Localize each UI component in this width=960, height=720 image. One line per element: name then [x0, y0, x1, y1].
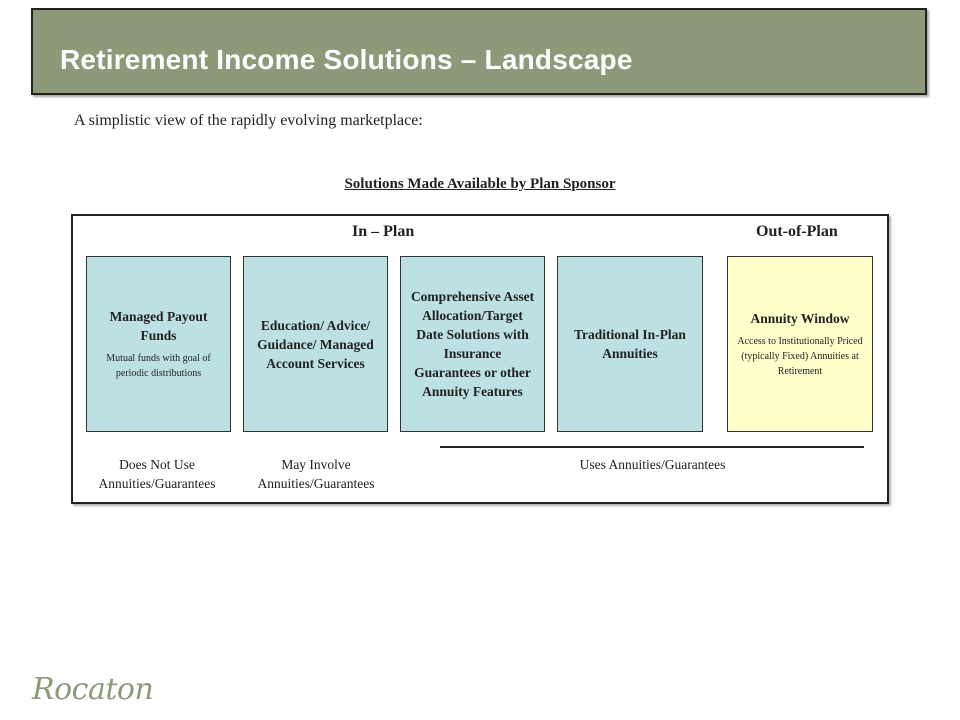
no-annuities-label: Does Not Use Annuities/Guarantees	[98, 457, 216, 491]
managed-payout-funds-box	[86, 256, 231, 432]
page-title: Retirement Income Solutions – Landscape	[60, 44, 633, 75]
title-bar	[31, 8, 927, 95]
solution-description: Access to Institutionally Priced (typically Fixed) Annuities at Retirement	[737, 336, 863, 377]
in-plan-label: In – Plan	[352, 223, 415, 240]
annuities-bracket-line	[440, 446, 864, 448]
solution-title: Comprehensive Asset Allocation/Target Date Solutions with Insurance Guarantees or other Annuity Features	[410, 289, 535, 399]
section-heading: Solutions Made Available by Plan Sponsor	[344, 176, 616, 192]
asset-allocation-box	[400, 256, 545, 432]
solution-title: Managed Payout Funds	[109, 309, 208, 343]
annuity-window-box	[727, 256, 873, 432]
solution-description: Mutual funds with goal of periodic distributions	[106, 353, 211, 379]
solution-title: Annuity Window	[750, 311, 850, 326]
out-of-plan-label: Out-of-Plan	[756, 223, 838, 240]
solution-title: Education/ Advice/ Guidance/ Managed Account Services	[257, 317, 374, 371]
rocaton-logo: Rocaton	[32, 672, 154, 707]
in-plan-annuities-box	[557, 256, 703, 432]
may-involve-label: May Involve Annuities/Guarantees	[257, 457, 375, 491]
solution-title: Traditional In-Plan Annuities	[574, 327, 686, 361]
subtitle: A simplistic view of the rapidly evolving marketplace:	[74, 112, 423, 129]
education-advice-box	[243, 256, 388, 432]
uses-annuities-label: Uses Annuities/Guarantees	[579, 457, 726, 472]
